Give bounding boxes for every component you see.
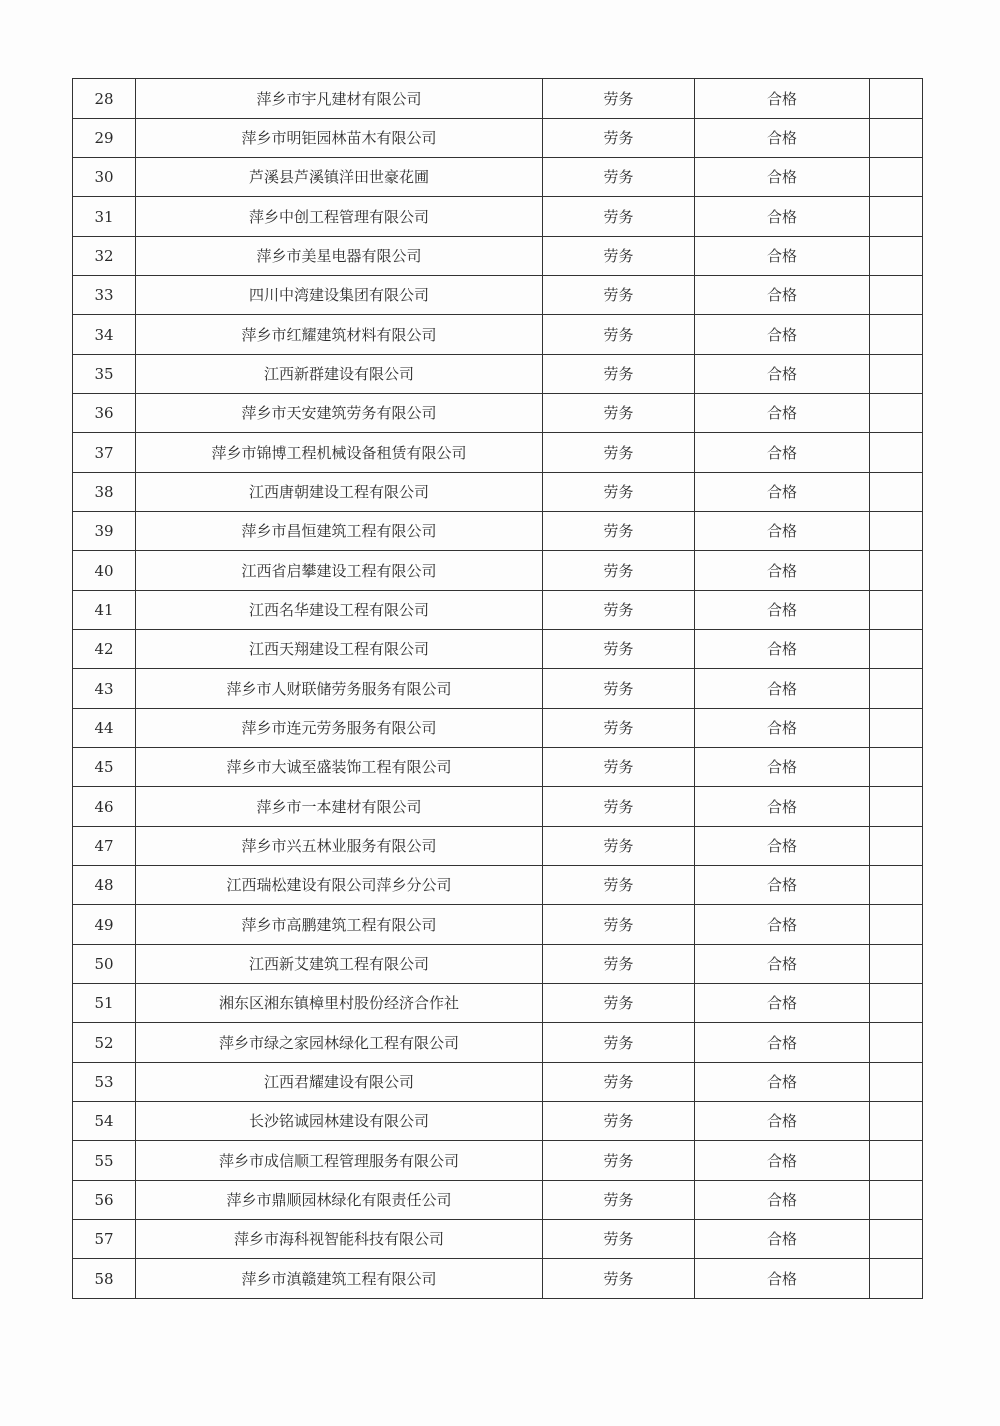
company-name-cell: 萍乡市锦博工程机械设备租赁有限公司 <box>136 433 543 473</box>
table-row <box>73 433 923 473</box>
evaluation-result-cell: 合格 <box>695 315 870 355</box>
service-type-cell: 劳务 <box>543 1220 695 1259</box>
evaluation-result-cell: 合格 <box>695 669 870 709</box>
row-number-cell: 41 <box>73 591 136 630</box>
remarks-cell <box>870 945 923 984</box>
remarks-cell <box>870 905 923 945</box>
table-row <box>73 394 923 433</box>
service-type-cell: 劳务 <box>543 1259 695 1299</box>
company-name-cell: 萍乡市红耀建筑材料有限公司 <box>136 315 543 355</box>
evaluation-result-cell: 合格 <box>695 1141 870 1181</box>
company-name-cell: 萍乡市一本建材有限公司 <box>136 787 543 827</box>
table-row <box>73 905 923 945</box>
evaluation-result-cell: 合格 <box>695 512 870 551</box>
evaluation-result-cell: 合格 <box>695 355 870 394</box>
company-name-cell: 江西唐朝建设工程有限公司 <box>136 473 543 512</box>
service-type-cell: 劳务 <box>543 866 695 905</box>
remarks-cell <box>870 748 923 787</box>
service-type-cell: 劳务 <box>543 79 695 119</box>
service-type-cell: 劳务 <box>543 512 695 551</box>
company-name-cell: 江西君耀建设有限公司 <box>136 1063 543 1102</box>
service-type-cell: 劳务 <box>543 197 695 237</box>
company-name-cell: 萍乡中创工程管理有限公司 <box>136 197 543 237</box>
table-row <box>73 591 923 630</box>
table-row <box>73 866 923 905</box>
company-name-cell: 芦溪县芦溪镇洋田世豪花圃 <box>136 158 543 197</box>
evaluation-result-cell: 合格 <box>695 276 870 315</box>
service-type-cell: 劳务 <box>543 551 695 591</box>
company-name-cell: 四川中湾建设集团有限公司 <box>136 276 543 315</box>
table-row <box>73 276 923 315</box>
service-type-cell: 劳务 <box>543 1023 695 1063</box>
remarks-cell <box>870 119 923 158</box>
table-row <box>73 473 923 512</box>
table-row <box>73 79 923 119</box>
table-row <box>73 787 923 827</box>
company-name-cell: 萍乡市美星电器有限公司 <box>136 237 543 276</box>
evaluation-result-cell: 合格 <box>695 433 870 473</box>
remarks-cell <box>870 1023 923 1063</box>
remarks-cell <box>870 630 923 669</box>
remarks-cell <box>870 866 923 905</box>
table-row <box>73 630 923 669</box>
service-type-cell: 劳务 <box>543 748 695 787</box>
company-name-cell: 萍乡市高鹏建筑工程有限公司 <box>136 905 543 945</box>
table-row <box>73 1259 923 1299</box>
service-type-cell: 劳务 <box>543 1102 695 1141</box>
company-name-cell: 江西新艾建筑工程有限公司 <box>136 945 543 984</box>
company-name-cell: 萍乡市鼎顺园林绿化有限责任公司 <box>136 1181 543 1220</box>
service-type-cell: 劳务 <box>543 473 695 512</box>
company-name-cell: 萍乡市滇赣建筑工程有限公司 <box>136 1259 543 1299</box>
row-number-cell: 49 <box>73 905 136 945</box>
evaluation-result-cell: 合格 <box>695 866 870 905</box>
table-row <box>73 669 923 709</box>
service-type-cell: 劳务 <box>543 1181 695 1220</box>
service-type-cell: 劳务 <box>543 276 695 315</box>
service-type-cell: 劳务 <box>543 1141 695 1181</box>
company-name-cell: 江西省启攀建设工程有限公司 <box>136 551 543 591</box>
table-row <box>73 237 923 276</box>
row-number-cell: 54 <box>73 1102 136 1141</box>
service-type-cell: 劳务 <box>543 945 695 984</box>
row-number-cell: 55 <box>73 1141 136 1181</box>
row-number-cell: 33 <box>73 276 136 315</box>
company-name-cell: 长沙铭诚园林建设有限公司 <box>136 1102 543 1141</box>
company-name-cell: 萍乡市宇凡建材有限公司 <box>136 79 543 119</box>
company-name-cell: 萍乡市明钜园林苗木有限公司 <box>136 119 543 158</box>
evaluation-result-cell: 合格 <box>695 905 870 945</box>
row-number-cell: 35 <box>73 355 136 394</box>
evaluation-result-cell: 合格 <box>695 197 870 237</box>
service-type-cell: 劳务 <box>543 709 695 748</box>
evaluation-result-cell: 合格 <box>695 237 870 276</box>
qualification-table <box>72 78 923 1299</box>
evaluation-result-cell: 合格 <box>695 119 870 158</box>
table-row <box>73 119 923 158</box>
service-type-cell: 劳务 <box>543 630 695 669</box>
company-name-cell: 湘东区湘东镇樟里村股份经济合作社 <box>136 984 543 1023</box>
evaluation-result-cell: 合格 <box>695 1181 870 1220</box>
remarks-cell <box>870 394 923 433</box>
table-row <box>73 315 923 355</box>
company-name-cell: 萍乡市连元劳务服务有限公司 <box>136 709 543 748</box>
remarks-cell <box>870 1259 923 1299</box>
remarks-cell <box>870 591 923 630</box>
service-type-cell: 劳务 <box>543 237 695 276</box>
row-number-cell: 40 <box>73 551 136 591</box>
remarks-cell <box>870 787 923 827</box>
remarks-cell <box>870 158 923 197</box>
service-type-cell: 劳务 <box>543 591 695 630</box>
evaluation-result-cell: 合格 <box>695 394 870 433</box>
table-row <box>73 355 923 394</box>
service-type-cell: 劳务 <box>543 787 695 827</box>
row-number-cell: 48 <box>73 866 136 905</box>
row-number-cell: 37 <box>73 433 136 473</box>
service-type-cell: 劳务 <box>543 433 695 473</box>
evaluation-result-cell: 合格 <box>695 1023 870 1063</box>
evaluation-result-cell: 合格 <box>695 158 870 197</box>
table-row <box>73 748 923 787</box>
service-type-cell: 劳务 <box>543 158 695 197</box>
evaluation-result-cell: 合格 <box>695 1063 870 1102</box>
remarks-cell <box>870 1063 923 1102</box>
table-row <box>73 1220 923 1259</box>
evaluation-result-cell: 合格 <box>695 827 870 866</box>
table-row <box>73 1181 923 1220</box>
evaluation-result-cell: 合格 <box>695 591 870 630</box>
evaluation-result-cell: 合格 <box>695 630 870 669</box>
row-number-cell: 44 <box>73 709 136 748</box>
table-row <box>73 984 923 1023</box>
table-row <box>73 1102 923 1141</box>
evaluation-result-cell: 合格 <box>695 748 870 787</box>
table-row <box>73 1063 923 1102</box>
row-number-cell: 52 <box>73 1023 136 1063</box>
service-type-cell: 劳务 <box>543 1063 695 1102</box>
table-row <box>73 197 923 237</box>
row-number-cell: 45 <box>73 748 136 787</box>
row-number-cell: 38 <box>73 473 136 512</box>
row-number-cell: 31 <box>73 197 136 237</box>
row-number-cell: 29 <box>73 119 136 158</box>
row-number-cell: 42 <box>73 630 136 669</box>
evaluation-result-cell: 合格 <box>695 709 870 748</box>
evaluation-result-cell: 合格 <box>695 945 870 984</box>
remarks-cell <box>870 709 923 748</box>
service-type-cell: 劳务 <box>543 315 695 355</box>
table-row <box>73 1023 923 1063</box>
company-name-cell: 江西天翔建设工程有限公司 <box>136 630 543 669</box>
table-row <box>73 551 923 591</box>
remarks-cell <box>870 355 923 394</box>
remarks-cell <box>870 669 923 709</box>
row-number-cell: 50 <box>73 945 136 984</box>
company-name-cell: 萍乡市成信顺工程管理服务有限公司 <box>136 1141 543 1181</box>
evaluation-result-cell: 合格 <box>695 1259 870 1299</box>
company-name-cell: 萍乡市海科视智能科技有限公司 <box>136 1220 543 1259</box>
evaluation-result-cell: 合格 <box>695 1220 870 1259</box>
evaluation-result-cell: 合格 <box>695 787 870 827</box>
company-name-cell: 萍乡市兴五林业服务有限公司 <box>136 827 543 866</box>
remarks-cell <box>870 473 923 512</box>
row-number-cell: 47 <box>73 827 136 866</box>
remarks-cell <box>870 512 923 551</box>
table-row <box>73 512 923 551</box>
table-body <box>73 79 923 1299</box>
evaluation-result-cell: 合格 <box>695 984 870 1023</box>
company-name-cell: 萍乡市天安建筑劳务有限公司 <box>136 394 543 433</box>
remarks-cell <box>870 197 923 237</box>
row-number-cell: 51 <box>73 984 136 1023</box>
remarks-cell <box>870 1141 923 1181</box>
evaluation-result-cell: 合格 <box>695 551 870 591</box>
company-name-cell: 萍乡市大诚至盛装饰工程有限公司 <box>136 748 543 787</box>
evaluation-result-cell: 合格 <box>695 473 870 512</box>
row-number-cell: 30 <box>73 158 136 197</box>
remarks-cell <box>870 551 923 591</box>
service-type-cell: 劳务 <box>543 984 695 1023</box>
company-name-cell: 江西新群建设有限公司 <box>136 355 543 394</box>
table-row <box>73 827 923 866</box>
remarks-cell <box>870 276 923 315</box>
row-number-cell: 53 <box>73 1063 136 1102</box>
table-row <box>73 1141 923 1181</box>
row-number-cell: 46 <box>73 787 136 827</box>
row-number-cell: 56 <box>73 1181 136 1220</box>
remarks-cell <box>870 1220 923 1259</box>
table-row <box>73 709 923 748</box>
table-row <box>73 945 923 984</box>
service-type-cell: 劳务 <box>543 669 695 709</box>
remarks-cell <box>870 315 923 355</box>
service-type-cell: 劳务 <box>543 119 695 158</box>
row-number-cell: 58 <box>73 1259 136 1299</box>
remarks-cell <box>870 1181 923 1220</box>
row-number-cell: 28 <box>73 79 136 119</box>
remarks-cell <box>870 237 923 276</box>
row-number-cell: 34 <box>73 315 136 355</box>
evaluation-result-cell: 合格 <box>695 79 870 119</box>
remarks-cell <box>870 433 923 473</box>
remarks-cell <box>870 984 923 1023</box>
table-row <box>73 158 923 197</box>
service-type-cell: 劳务 <box>543 394 695 433</box>
remarks-cell <box>870 1102 923 1141</box>
company-name-cell: 江西名华建设工程有限公司 <box>136 591 543 630</box>
row-number-cell: 57 <box>73 1220 136 1259</box>
remarks-cell <box>870 79 923 119</box>
company-name-cell: 江西瑞松建设有限公司萍乡分公司 <box>136 866 543 905</box>
company-name-cell: 萍乡市人财联储劳务服务有限公司 <box>136 669 543 709</box>
company-name-cell: 萍乡市绿之家园林绿化工程有限公司 <box>136 1023 543 1063</box>
service-type-cell: 劳务 <box>543 827 695 866</box>
remarks-cell <box>870 827 923 866</box>
row-number-cell: 43 <box>73 669 136 709</box>
company-name-cell: 萍乡市昌恒建筑工程有限公司 <box>136 512 543 551</box>
service-type-cell: 劳务 <box>543 355 695 394</box>
service-type-cell: 劳务 <box>543 905 695 945</box>
row-number-cell: 32 <box>73 237 136 276</box>
evaluation-result-cell: 合格 <box>695 1102 870 1141</box>
row-number-cell: 39 <box>73 512 136 551</box>
row-number-cell: 36 <box>73 394 136 433</box>
